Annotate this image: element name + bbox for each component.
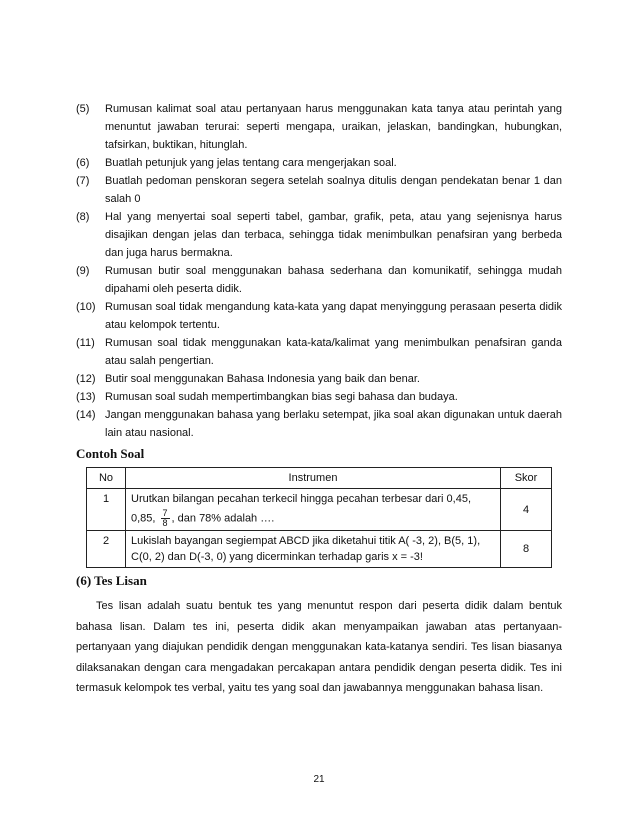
- item-text: Hal yang menyertai soal seperti tabel, gambar, grafik, peta, atau yang sejenisnya harus disajikan dengan jelas dan terbaca, sehingga tidak menimbulkan penafsiran yang berbeda dan juga harus bermakna.: [105, 211, 562, 259]
- item-text: Rumusan soal sudah mempertimbangkan bias segi bahasa dan budaya.: [105, 391, 458, 403]
- example-table: [86, 467, 552, 568]
- fraction: [161, 509, 170, 528]
- instrumen-line: [131, 509, 495, 528]
- header-no: No: [87, 468, 126, 489]
- header-instrumen: Instrumen: [126, 468, 501, 489]
- list-item: [76, 388, 562, 406]
- header-skor: Skor: [501, 468, 552, 489]
- row-instrumen: [126, 489, 501, 531]
- item-number: (13): [76, 391, 96, 403]
- table-row: [87, 531, 552, 568]
- row-skor: 4: [501, 489, 552, 531]
- item-number: (10): [76, 301, 96, 313]
- item-number: (8): [76, 211, 90, 223]
- fraction-numerator: 7: [162, 508, 168, 518]
- fraction-denominator: 8: [162, 518, 168, 528]
- row-no: 2: [87, 531, 126, 568]
- item-text: Rumusan soal tidak mengandung kata-kata yang dapat menyinggung perasaan peserta didik atau kelompok tertentu.: [105, 301, 562, 331]
- item-text: Buatlah pedoman penskoran segera setelah soalnya ditulis dengan pendekatan benar 1 dan salah 0: [105, 175, 562, 205]
- example-heading: Contoh Soal: [76, 446, 145, 461]
- page-number: 21: [313, 774, 325, 785]
- list-item: [76, 298, 562, 334]
- item-number: (9): [76, 265, 90, 277]
- requirements-list: [76, 100, 562, 442]
- row-no: 1: [87, 489, 126, 531]
- section-heading: (6) Tes Lisan: [76, 573, 147, 588]
- item-text: Buatlah petunjuk yang jelas tentang cara mengerjakan soal.: [105, 157, 397, 169]
- list-item: [76, 370, 562, 388]
- list-item: [76, 172, 562, 208]
- instrumen-text: , dan 78% adalah ….: [171, 512, 275, 525]
- list-item: [76, 262, 562, 298]
- row-skor: 8: [501, 531, 552, 568]
- instrumen-text: 0,85,: [131, 512, 156, 525]
- list-item: [76, 100, 562, 154]
- item-text: Jangan menggunakan bahasa yang berlaku setempat, jika soal akan digunakan untuk daerah lain atau nasional.: [105, 409, 562, 439]
- row-instrumen: Lukislah bayangan segiempat ABCD jika diketahui titik A( -3, 2), B(5, 1), C(0, 2) dan D(-3, 0) yang dicerminkan terhadap garis x = -3!: [126, 531, 501, 568]
- list-item: [76, 406, 562, 442]
- item-number: (6): [76, 157, 90, 169]
- item-number: (7): [76, 175, 90, 187]
- item-number: (12): [76, 373, 96, 385]
- item-text: Rumusan butir soal menggunakan bahasa sederhana dan komunikatif, sehingga mudah dipahami oleh peserta didik.: [105, 265, 562, 295]
- body-paragraph: Tes lisan adalah suatu bentuk tes yang menuntut respon dari peserta didik dalam bentuk bahasa lisan. Dalam tes ini, peserta didik akan menyampaikan jawaban atas pertanyaan-pertanyaan yang diajukan pendidik dengan menggunakan kata-katanya sendiri. Tes lisan biasanya dilaksanakan dengan cara mengadakan percakapan antara pendidik dengan peserta didik. Tes ini termasuk kelompok tes verbal, yaitu tes yang soal dan jawabannya menggunakan bahasa lisan.: [76, 600, 562, 694]
- list-item: [76, 208, 562, 262]
- item-number: (11): [76, 337, 95, 349]
- item-text: Rumusan kalimat soal atau pertanyaan harus menggunakan kata tanya atau perintah yang menuntut jawaban terurai: seperti mengapa, uraikan, jelaskan, bandingkan, hubungkan, tafsirkan, buktikan, hitunglah.: [105, 103, 562, 151]
- item-text: Butir soal menggunakan Bahasa Indonesia yang baik dan benar.: [105, 373, 420, 385]
- item-text: Rumusan soal tidak menggunakan kata-kata/kalimat yang menimbulkan penafsiran ganda atau salah pengertian.: [105, 337, 562, 367]
- item-number: (14): [76, 409, 96, 421]
- list-item: [76, 334, 562, 370]
- item-number: (5): [76, 103, 90, 115]
- table-row: [87, 489, 552, 531]
- instrumen-line: Urutkan bilangan pecahan terkecil hingga pecahan terbesar dari 0,45,: [131, 493, 472, 505]
- list-item: [76, 154, 562, 172]
- table-header-row: [87, 468, 552, 489]
